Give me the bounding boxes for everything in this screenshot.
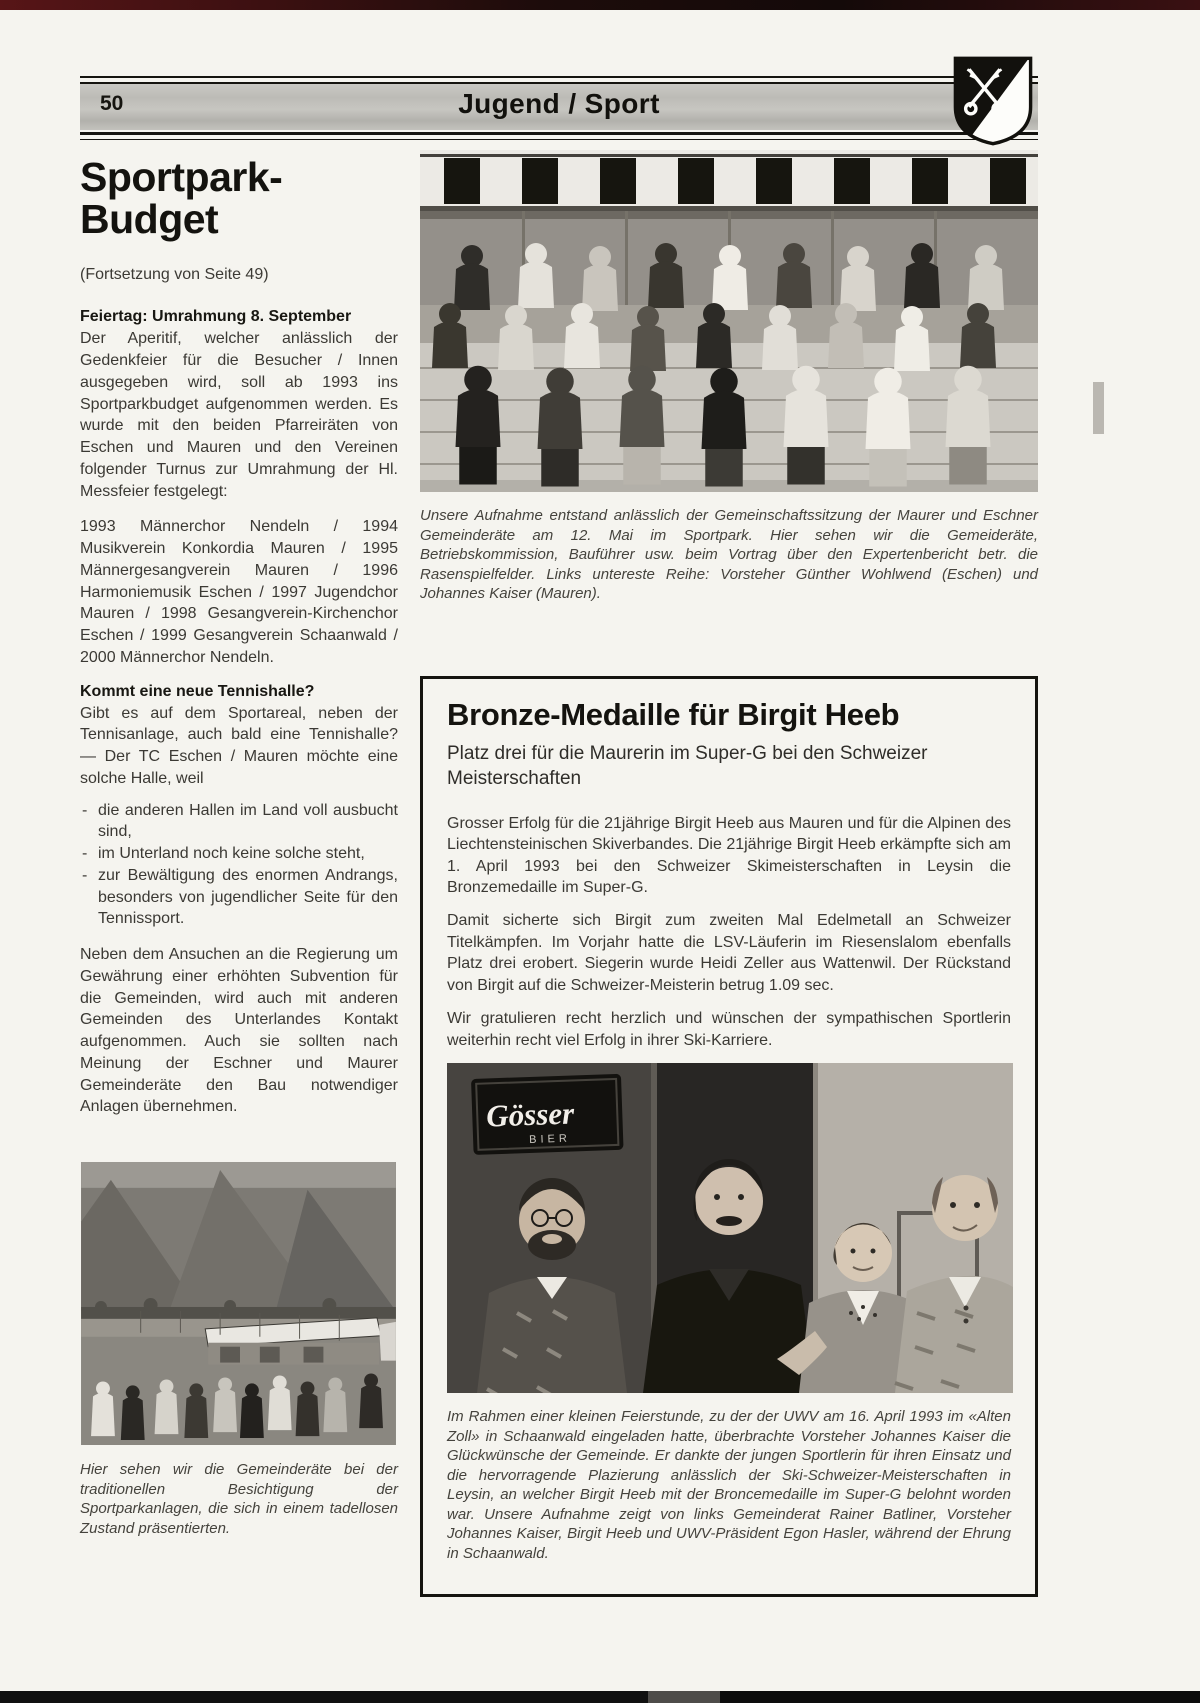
continuation-note: (Fortsetzung von Seite 49) [80, 266, 269, 284]
sportpark-field-photo [80, 1162, 397, 1445]
article-title-bronze-medaille: Bronze-Medaille für Birgit Heeb [447, 696, 900, 732]
list-item: - die anderen Hallen im Land voll ausbucht sind, [80, 800, 398, 844]
subheading-tennishalle: Kommt eine neue Tennishalle? [80, 682, 315, 700]
beer-sign [471, 1074, 624, 1155]
scan-artifact-top [0, 0, 1200, 10]
bullet-list [80, 800, 398, 931]
group-meeting-photo [420, 150, 1038, 492]
article-subtitle: Platz drei für die Maurerin im Super-G bei den Schweizer Meisterschaften [447, 742, 928, 789]
beer-sign-subtext: BIER [528, 1132, 572, 1147]
paragraph: Grosser Erfolg für die 21jährige Birgit Heeb aus Mauren und für die Alpinen des Liechtensteinischen Skiverbandes. Die 21jährige Birgit Heeb erkämpfte sich am 1. April 1993 bei den Schweizer Skimeisterschaften in Leysin die Bronzemedaille im Super-G. [447, 814, 1011, 896]
right-column [420, 150, 1038, 1597]
paragraph: 1993 Männerchor Nendeln / 1994 Musikverein Konkordia Mauren / 1995 Männergesangverein Mauren / 1996 Harmoniemusik Eschen / 1997 Jugendchor Mauren / 1998 Gesangverein-Kirchenchor Eschen / 1999 Gesangverein Schaanwald / 2000 Männerchor Nendeln. [80, 518, 398, 666]
paragraph: Neben dem Ansuchen an die Regierung um Gewährung einer erhöhten Subvention für die Gemeinden, wird auch mit anderen Gemeinden des Unterlandes Kontakt aufgenommen. Auch sie sollten nach Meinung der Eschner und Maurer Gemeinderäte den Bau notwendiger Anlagen übernehmen. [80, 946, 398, 1116]
list-item: - im Unterland noch keine solche steht, [80, 843, 398, 865]
section-title: Jugend / Sport [458, 88, 660, 119]
scan-artifact-bottom [0, 1691, 1200, 1703]
article-title-sportpark-budget: Sportpark-Budget [80, 154, 283, 243]
paragraph: Wir gratulieren recht herzlich und wünschen der sympathischen Sportlerin weiterhin recht viel Erfolg in ihrer Ski-Karriere. [447, 1010, 1011, 1049]
page-number: 50 [100, 92, 124, 115]
beer-sign-text: Gösser [485, 1095, 575, 1134]
left-column [80, 156, 398, 1553]
article-box-bronze-medaille [420, 676, 1038, 1598]
scan-artifact-right [1093, 382, 1104, 434]
photo-caption: Hier sehen wir die Gemeinderäte bei der traditionellen Besichtigung der Sportparkanlagen, die sich in einem tadellosen Zustand präsentierten. [80, 1461, 398, 1537]
photo-caption: Im Rahmen einer kleinen Feierstunde, zu der der UWV am 16. April 1993 im «Alten Zoll» in Schaanwald eingeladen hatte, überbrachte Vorsteher Johannes Kaiser die Glückwünsche der Gemeinde. Er dankte der jungen Sportlerin für ihren Einsatz und die hervorragende Plazierung anlässlich der Ski-Schweizer-Meisterschaften in Leysin, an welcher Birgit Heeb mit der Broncemedaille im Super-G belohnt worden war. Unsere Aufnahme zeigt von links Gemeinderat Rainer Batliner, Vorsteher Johannes Kaiser, Birgit Heeb und UWV-Präsident Egon Hasler, während der Ehrung in Schaanwald. [447, 1408, 1011, 1562]
paragraph: Der Aperitif, welcher anlässlich der Gedenkfeier für die Besucher / Innen ausgegeben wird, soll ab 1993 ins Sportparkbudget aufgenommen werden. Es wurde mit den beiden Pfarreiräten von Eschen und Mauren und den Vereinen folgender Turnus zur Umrahmung der Hl. Messfeier festgelegt: [80, 330, 398, 500]
header-rule-bottom [80, 132, 1038, 140]
municipal-crest-icon [948, 54, 1038, 148]
list-item: - zur Bewältigung des enormen Andrangs, besonders von jugendlicher Seite für den Tennissport. [80, 865, 398, 930]
ceremony-photo [447, 1063, 1013, 1393]
paragraph: Gibt es auf dem Sportareal, neben der Tennisanlage, auch bald eine Tennishalle? — Der TC Eschen / Mauren möchte eine solche Halle, weil [80, 704, 398, 787]
paragraph: Damit sicherte sich Birgit zum zweiten Mal Edelmetall an Schweizer Titelkämpfen. Im Vorjahr hatte die LSV-Läuferin im Riesenslalom ebenfalls Platz drei erobert. Siegerin wurde Heidi Zeller aus Wattenwil. Der Rückstand von Birgit auf die Schweizer-Meisterin betrug 1.09 sec. [447, 912, 1011, 994]
header-rule-top [80, 76, 1038, 84]
photo-caption: Unsere Aufnahme entstand anlässlich der Gemeinschaftssitzung der Maurer und Eschner Gemeinderäte am 12. Mai im Sportpark. Hier sehen wir die Gemeideräte, Betriebskommission, Bauführer usw. beim Vortrag über den Expertenbericht betr. die Rasenspielfelder. Links untereste Reihe: Vorsteher Günther Wohlwend (Eschen) und Johannes Kaiser (Mauren). [420, 507, 1038, 602]
subheading-feiertag: Feiertag: Umrahmung 8. September [80, 308, 352, 326]
